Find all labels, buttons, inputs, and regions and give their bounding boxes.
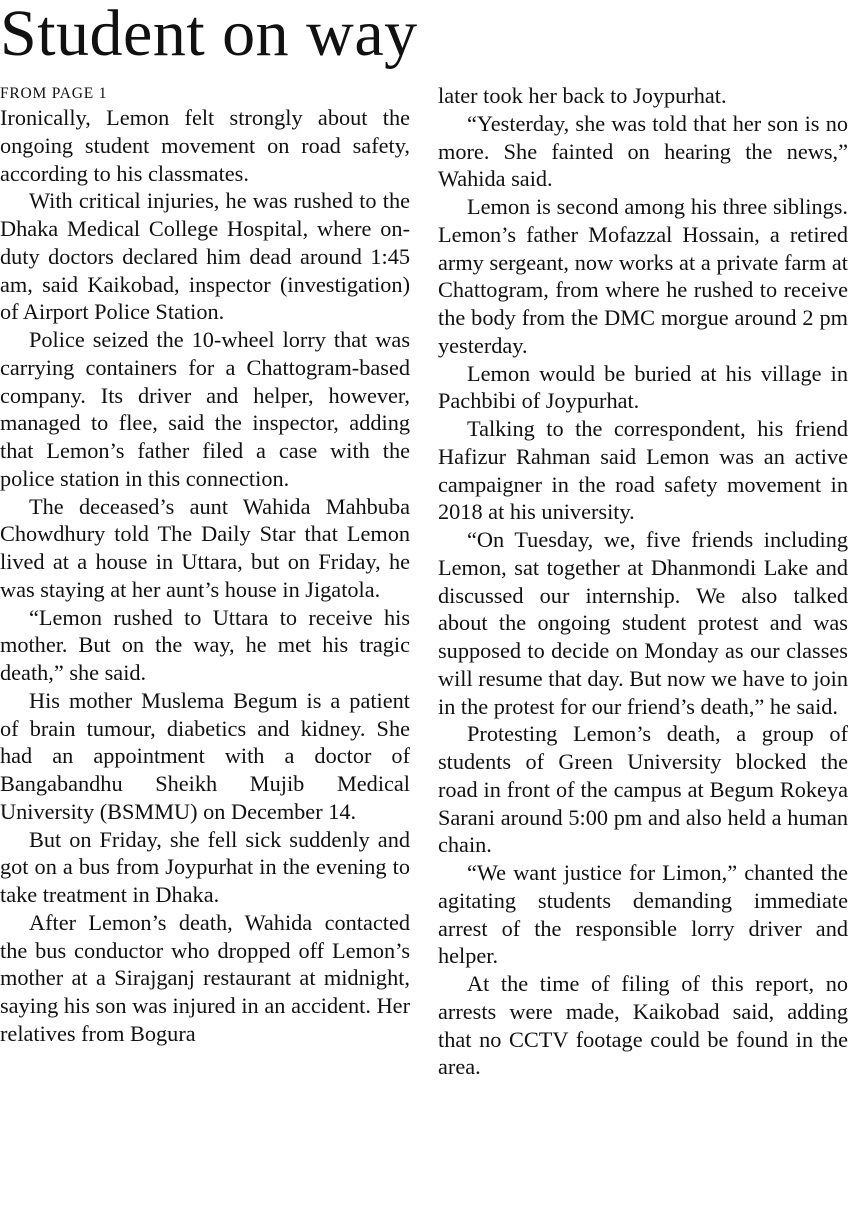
headline: Student on way <box>0 0 418 70</box>
paragraph: With critical injuries, he was rushed to the Dhaka Medical College Hospital, where on-duty doctors declared him dead around 1:45 am, said Kaikobad, inspector (investigation) of Airport Police Station. <box>0 188 410 325</box>
paragraph: “Yesterday, she was told that her son is no more. She fainted on hearing the news,” Wahida said. <box>438 110 848 192</box>
paragraph: Lemon would be buried at his village in Pachbibi of Joypurhat. <box>438 360 848 414</box>
paragraph: “Lemon rushed to Uttara to receive his mother. But on the way, he met his tragic death,” she said. <box>0 604 410 685</box>
paragraph: But on Friday, she fell sick suddenly and got on a bus from Joypurhat in the evening to take treatment in Dhaka. <box>0 826 410 907</box>
paragraph-continued: later took her back to Joypurhat. <box>438 83 727 108</box>
paragraph: Police seized the 10-wheel lorry that was carrying containers for a Chattogram-based company. Its driver and helper, however, managed to flee, said the inspector, adding that Lemon’s father filed a case with the police station in this connection. <box>0 327 410 491</box>
paragraph: After Lemon’s death, Wahida contacted the bus conductor who dropped off Lemon’s mother at a Sirajganj restaurant at midnight, saying his son was injured in an accident. Her relatives from Bogura <box>0 909 410 1046</box>
jump-line: FROM PAGE 1 <box>0 85 108 102</box>
paragraph: Talking to the correspondent, his friend Hafizur Rahman said Lemon was an active campaigner in the road safety movement in 2018 at his university. <box>438 416 848 525</box>
paragraph: Protesting Lemon’s death, a group of students of Green University blocked the road in front of the campus at Begum Rokeya Sarani around 5:00 pm and also held a human chain. <box>438 721 848 858</box>
paragraph: “On Tuesday, we, five friends including Lemon, sat together at Dhanmondi Lake and discussed our internship. We also talked about the ongoing student protest and was supposed to decide on Monday as our classes will resume that day. But now we have to join in the protest for our friend’s death,” he said. <box>438 527 848 719</box>
paragraph: At the time of filing of this report, no arrests were made, Kaikobad said, adding that no CCTV footage could be found in the area. <box>438 971 848 1080</box>
paragraph: Lemon is second among his three siblings. Lemon’s father Mofazzal Hossain, a retired army sergeant, now works at a private farm at Chattogram, from where he rushed to receive the body from the DMC morgue around 2 pm yesterday. <box>438 194 848 358</box>
column-right <box>438 82 848 1227</box>
paragraph: Ironically, Lemon felt strongly about the ongoing student movement on road safety, according to his classmates. <box>0 105 410 186</box>
column-left <box>0 84 410 1229</box>
paragraph: The deceased’s aunt Wahida Mahbuba Chowdhury told The Daily Star that Lemon lived at a house in Uttara, but on Friday, he was staying at her aunt’s house in Jigatola. <box>0 493 410 602</box>
paragraph: “We want justice for Limon,” chanted the agitating students demanding immediate arrest of the responsible lorry driver and helper. <box>438 860 848 969</box>
paragraph: His mother Muslema Begum is a patient of brain tumour, diabetics and kidney. She had an appointment with a doctor of Bangabandhu Sheikh Mujib Medical University (BSMMU) on December 14. <box>0 687 410 824</box>
